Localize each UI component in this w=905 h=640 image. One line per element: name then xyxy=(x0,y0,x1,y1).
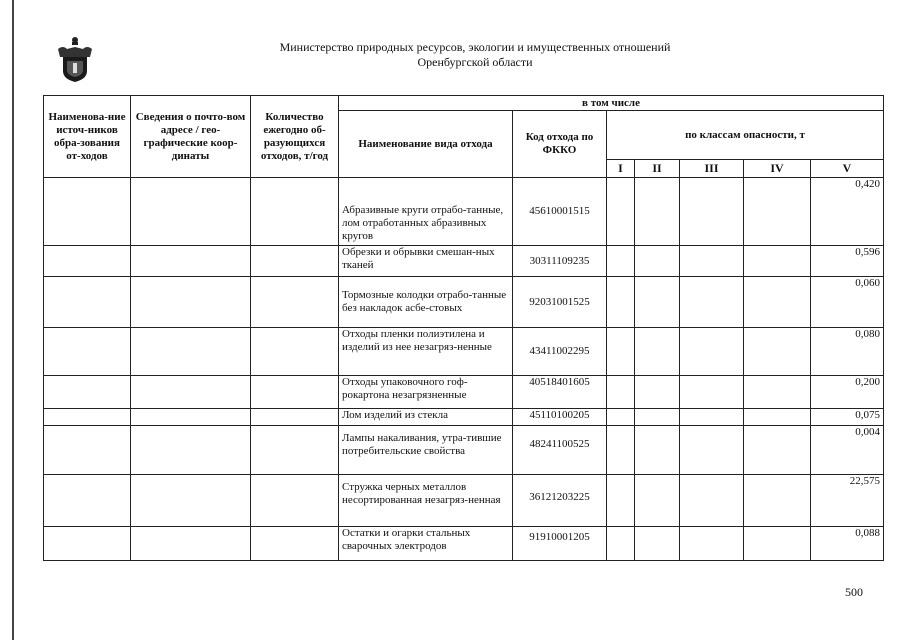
cell-quantity xyxy=(251,475,339,527)
cell-class-4 xyxy=(744,426,811,475)
cell-class-3 xyxy=(680,246,744,277)
cell-class-2 xyxy=(635,475,680,527)
cell-waste-code: 30311109235 xyxy=(513,246,607,277)
cell-waste-name: Абразивные круги отрабо-танные, лом отработанных абразивных кругов xyxy=(339,178,513,246)
cell-class-5: 0,080 xyxy=(811,328,884,376)
header-class-4: IV xyxy=(744,160,811,178)
cell-class-3 xyxy=(680,409,744,426)
cell-quantity xyxy=(251,328,339,376)
cell-class-1 xyxy=(607,376,635,409)
cell-waste-name: Лампы накаливания, утра-тившие потребительские свойства xyxy=(339,426,513,475)
cell-class-5: 0,088 xyxy=(811,527,884,561)
cell-class-5: 0,200 xyxy=(811,376,884,409)
table-row xyxy=(44,426,884,475)
cell-class-3 xyxy=(680,426,744,475)
cell-class-1 xyxy=(607,277,635,328)
cell-quantity xyxy=(251,277,339,328)
cell-source xyxy=(44,277,131,328)
cell-waste-code: 45610001515 xyxy=(513,178,607,246)
cell-waste-name: Отходы упаковочного гоф-рокартона незагрязненные xyxy=(339,376,513,409)
cell-source xyxy=(44,475,131,527)
header-quantity: Количество ежегодно об-разующихся отходов, т/год xyxy=(251,96,339,178)
table-row xyxy=(44,527,884,561)
cell-class-2 xyxy=(635,409,680,426)
cell-class-5: 0,596 xyxy=(811,246,884,277)
document-header xyxy=(230,40,720,70)
waste-table xyxy=(43,95,884,561)
table-row xyxy=(44,246,884,277)
cell-address xyxy=(131,475,251,527)
cell-class-3 xyxy=(680,475,744,527)
cell-class-1 xyxy=(607,246,635,277)
header-class-5: V xyxy=(811,160,884,178)
cell-class-3 xyxy=(680,376,744,409)
cell-class-4 xyxy=(744,527,811,561)
cell-class-2 xyxy=(635,426,680,475)
cell-quantity xyxy=(251,527,339,561)
cell-waste-name: Лом изделий из стекла xyxy=(339,409,513,426)
cell-class-5: 0,075 xyxy=(811,409,884,426)
table-row xyxy=(44,475,884,527)
cell-class-1 xyxy=(607,426,635,475)
cell-waste-name: Отходы пленки полиэтилена и изделий из нее незагряз-ненные xyxy=(339,328,513,376)
cell-source xyxy=(44,409,131,426)
cell-class-2 xyxy=(635,527,680,561)
cell-source xyxy=(44,328,131,376)
cell-class-3 xyxy=(680,328,744,376)
cell-waste-code: 40518401605 xyxy=(513,376,607,409)
cell-class-5: 0,060 xyxy=(811,277,884,328)
cell-waste-code: 36121203225 xyxy=(513,475,607,527)
header-class-3: III xyxy=(680,160,744,178)
header-waste-code: Код отхода по ФККО xyxy=(513,111,607,178)
cell-waste-name: Тормозные колодки отрабо-танные без накладок асбе-стовых xyxy=(339,277,513,328)
header-hazard-classes: по классам опасности, т xyxy=(607,111,884,160)
cell-address xyxy=(131,376,251,409)
cell-waste-name: Стружка черных металлов несортированная незагряз-ненная xyxy=(339,475,513,527)
cell-waste-code: 43411002295 xyxy=(513,328,607,376)
cell-waste-code: 45110100205 xyxy=(513,409,607,426)
cell-address xyxy=(131,246,251,277)
cell-source xyxy=(44,426,131,475)
cell-waste-name: Обрезки и обрывки смешан-ных тканей xyxy=(339,246,513,277)
cell-class-1 xyxy=(607,328,635,376)
header-including: в том числе xyxy=(339,96,884,111)
page-number: 500 xyxy=(845,585,863,599)
table-row xyxy=(44,328,884,376)
binding-line xyxy=(12,0,14,640)
cell-source xyxy=(44,178,131,246)
cell-quantity xyxy=(251,409,339,426)
cell-class-2 xyxy=(635,246,680,277)
cell-class-5: 0,420 xyxy=(811,178,884,246)
cell-class-3 xyxy=(680,277,744,328)
cell-address xyxy=(131,178,251,246)
ministry-name: Министерство природных ресурсов, экологии и имущественных отношений xyxy=(279,40,671,54)
cell-waste-code: 92031001525 xyxy=(513,277,607,328)
cell-quantity xyxy=(251,376,339,409)
coat-of-arms-icon xyxy=(55,35,95,83)
cell-class-1 xyxy=(607,178,635,246)
table-row xyxy=(44,178,884,246)
cell-class-1 xyxy=(607,475,635,527)
cell-address xyxy=(131,527,251,561)
cell-source xyxy=(44,246,131,277)
cell-class-1 xyxy=(607,409,635,426)
cell-class-2 xyxy=(635,277,680,328)
cell-class-4 xyxy=(744,409,811,426)
cell-quantity xyxy=(251,246,339,277)
header-source: Наименова-ние источ-ников обра-зования от-ходов xyxy=(44,96,131,178)
cell-source xyxy=(44,376,131,409)
cell-quantity xyxy=(251,426,339,475)
table-row xyxy=(44,277,884,328)
cell-class-4 xyxy=(744,246,811,277)
cell-class-4 xyxy=(744,328,811,376)
cell-class-3 xyxy=(680,178,744,246)
cell-class-2 xyxy=(635,376,680,409)
cell-class-4 xyxy=(744,475,811,527)
cell-class-2 xyxy=(635,178,680,246)
cell-waste-name: Остатки и огарки стальных сварочных электродов xyxy=(339,527,513,561)
cell-class-4 xyxy=(744,277,811,328)
cell-address xyxy=(131,277,251,328)
cell-class-5: 0,004 xyxy=(811,426,884,475)
table-row xyxy=(44,409,884,426)
cell-class-4 xyxy=(744,376,811,409)
cell-class-1 xyxy=(607,527,635,561)
table-row xyxy=(44,376,884,409)
cell-address xyxy=(131,328,251,376)
header-address: Сведения о почто-вом адресе / гео-графические коор-динаты xyxy=(131,96,251,178)
cell-class-3 xyxy=(680,527,744,561)
cell-quantity xyxy=(251,178,339,246)
cell-class-5: 22,575 xyxy=(811,475,884,527)
cell-source xyxy=(44,527,131,561)
cell-class-2 xyxy=(635,328,680,376)
region-name: Оренбургской области xyxy=(417,55,533,69)
cell-address xyxy=(131,409,251,426)
header-class-1: I xyxy=(607,160,635,178)
cell-address xyxy=(131,426,251,475)
header-class-2: II xyxy=(635,160,680,178)
header-waste-name: Наименование вида отхода xyxy=(339,111,513,178)
cell-waste-code: 48241100525 xyxy=(513,426,607,475)
cell-class-4 xyxy=(744,178,811,246)
cell-waste-code: 91910001205 xyxy=(513,527,607,561)
